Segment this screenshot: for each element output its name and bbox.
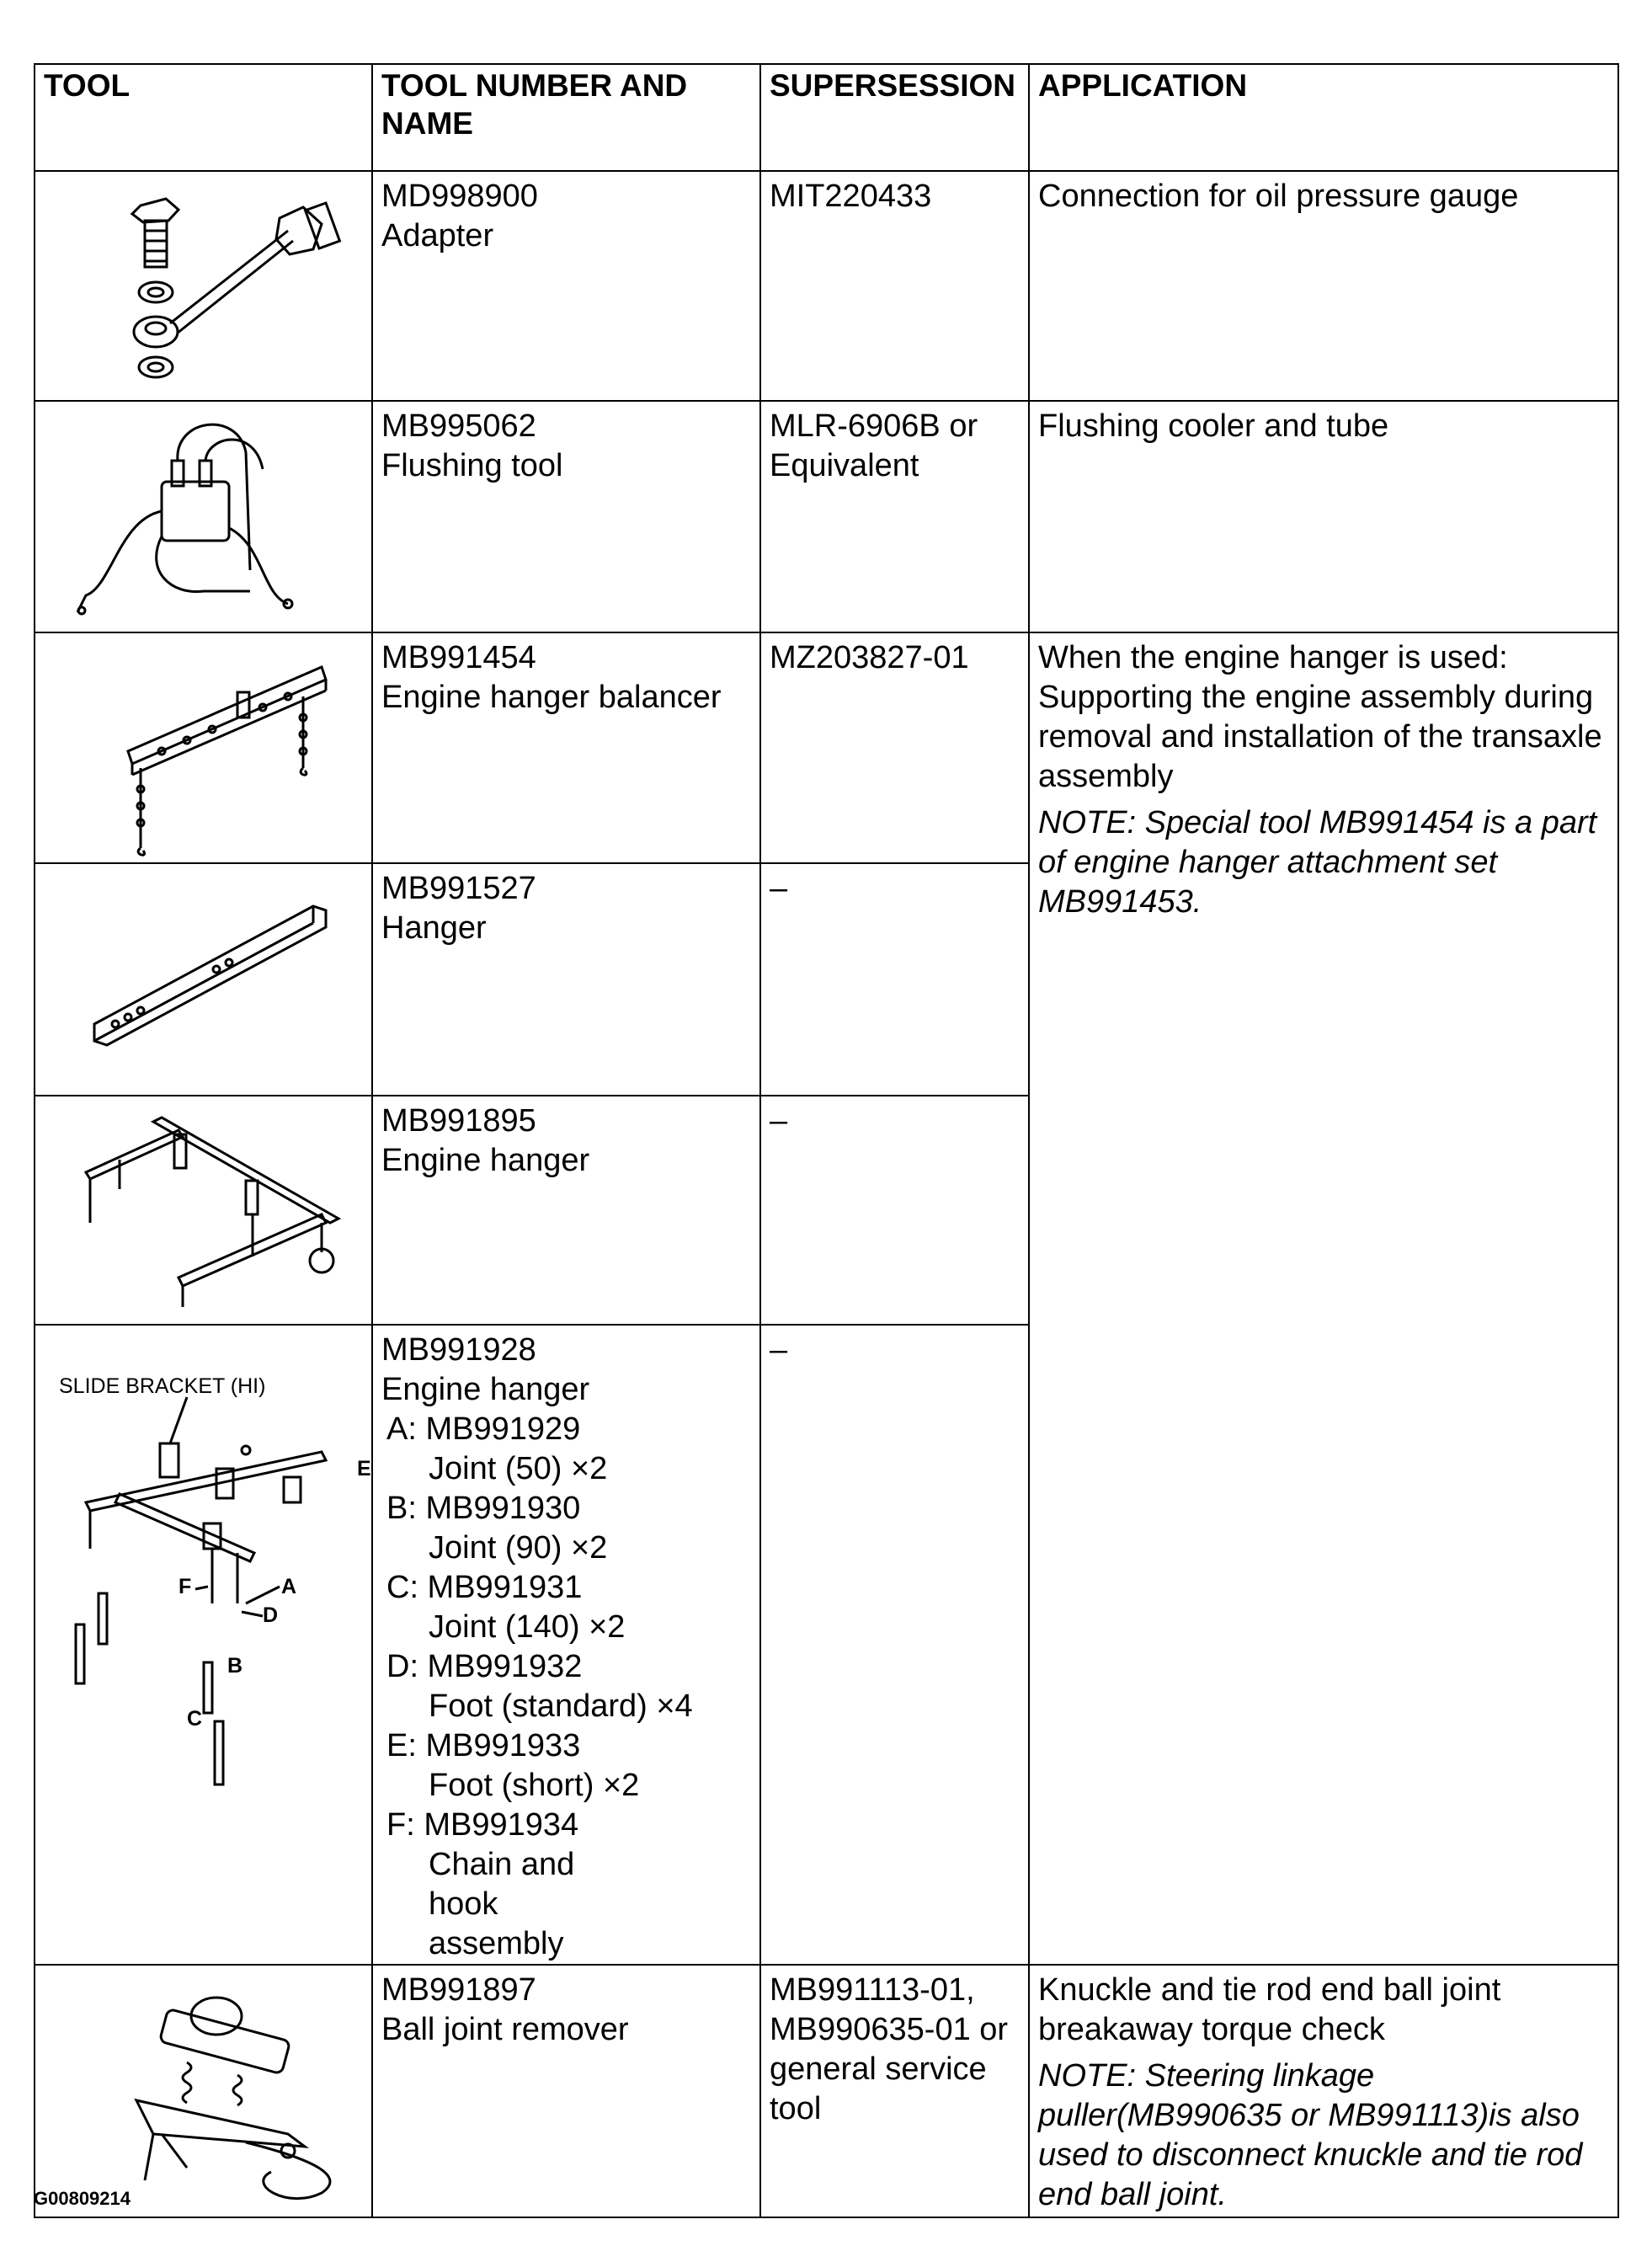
tool-name: Engine hanger — [381, 1143, 590, 1178]
callout-letter-b: B — [227, 1654, 243, 1678]
tool-number-name-cell — [372, 632, 760, 863]
part-code: E: MB991933 — [386, 1728, 581, 1763]
table-header-row — [35, 64, 1618, 171]
part-code: C: MB991931 — [386, 1570, 583, 1605]
ball-joint-remover-icon — [35, 1966, 373, 2214]
adapter-tool-icon — [35, 172, 373, 399]
callout-letter-f: F — [179, 1575, 192, 1598]
tool-number-name-cell — [372, 171, 760, 401]
hanger-illustration — [35, 863, 372, 1096]
engine-hanger-balancer-illustration — [35, 632, 372, 863]
tool-name: Adapter — [381, 218, 494, 253]
table-row — [35, 401, 1618, 632]
tool-name: Hanger — [381, 910, 487, 946]
flushing-tool-illustration — [35, 401, 372, 632]
tool-name: Ball joint remover — [381, 2012, 629, 2047]
part-desc: Foot (standard) ×4 — [429, 1688, 693, 1724]
table-row — [35, 632, 1618, 863]
part-desc: Joint (50) ×2 — [429, 1451, 608, 1486]
special-tools-table — [34, 63, 1619, 2218]
hanger-bar-icon — [35, 864, 373, 1091]
part-desc: Joint (90) ×2 — [429, 1530, 608, 1566]
tool-name: Engine hanger — [381, 1372, 590, 1407]
tool-number-name-cell — [372, 1325, 760, 1965]
application-text: When the engine hanger is used: Supporting the engine assembly during removal and installation of the transaxle assembly — [1038, 640, 1602, 794]
header-application: APPLICATION — [1029, 64, 1618, 171]
supersession-cell: MIT220433 — [760, 171, 1029, 401]
application-note: NOTE: Steering linkage puller(MB990635 or MB991113)is also used to disconnect knuckle and tie rod end ball joint. — [1038, 2058, 1583, 2212]
engine-hanger-balancer-icon — [35, 633, 373, 861]
table-row — [35, 171, 1618, 401]
engine-hanger-illustration — [35, 1096, 372, 1325]
part-desc: Chain and hook assembly — [429, 1847, 575, 1961]
callout-letter-a: A — [281, 1575, 297, 1598]
callout-letter-e: E — [357, 1457, 371, 1480]
supersession-cell: MB991113-01, MB990635-01 or general service tool — [760, 1965, 1029, 2217]
engine-hanger-set-illustration — [35, 1325, 372, 1965]
callout-letter-d: D — [263, 1603, 279, 1627]
tool-name: Flushing tool — [381, 448, 563, 483]
tool-number-name-cell — [372, 1965, 760, 2217]
application-cell: Connection for oil pressure gauge — [1029, 171, 1618, 401]
ball-joint-remover-illustration — [35, 1965, 372, 2217]
callout-letter-c: C — [187, 1707, 203, 1731]
application-cell — [1029, 1965, 1618, 2217]
tool-number: MB991897 — [381, 1972, 536, 2008]
tool-number: MB991454 — [381, 640, 536, 675]
header-supersession: SUPERSESSION — [760, 64, 1029, 171]
part-code: A: MB991929 — [386, 1411, 581, 1447]
engine-hanger-set-icon — [35, 1326, 373, 1932]
adapter-illustration — [35, 171, 372, 401]
supersession-cell: MZ203827-01 — [760, 632, 1029, 863]
part-code: F: MB991934 — [386, 1807, 579, 1843]
part-code: D: MB991932 — [386, 1649, 583, 1684]
flushing-tool-icon — [35, 402, 373, 629]
application-cell: Flushing cooler and tube — [1029, 401, 1618, 632]
slide-bracket-callout: SLIDE BRACKET (HI) — [59, 1374, 266, 1398]
document-id: G00809214 — [34, 2188, 131, 2209]
part-desc: Joint (140) ×2 — [429, 1609, 626, 1645]
tool-number: MB991928 — [381, 1332, 536, 1368]
tool-number-name-cell — [372, 863, 760, 1096]
part-desc: Foot (short) ×2 — [429, 1768, 640, 1803]
application-text: Knuckle and tie rod end ball joint breakaway torque check — [1038, 1972, 1501, 2047]
tool-name: Engine hanger balancer — [381, 680, 722, 715]
supersession-cell: – — [760, 1325, 1029, 1965]
tool-number: MB991895 — [381, 1103, 536, 1139]
part-code: B: MB991930 — [386, 1491, 581, 1526]
supersession-cell: – — [760, 1096, 1029, 1325]
application-note: NOTE: Special tool MB991454 is a part of engine hanger attachment set MB991453. — [1038, 805, 1597, 920]
tool-number: MB995062 — [381, 408, 536, 444]
application-cell-merged — [1029, 632, 1618, 1965]
header-tool-number-and-name: TOOL NUMBER AND NAME — [372, 64, 760, 171]
tool-number-name-cell — [372, 401, 760, 632]
supersession-cell: – — [760, 863, 1029, 1096]
engine-hanger-icon — [35, 1096, 373, 1324]
table-row — [35, 1965, 1618, 2217]
tool-number: MD998900 — [381, 179, 538, 214]
header-tool: TOOL — [35, 64, 372, 171]
tool-number-name-cell — [372, 1096, 760, 1325]
supersession-cell: MLR-6906B or Equivalent — [760, 401, 1029, 632]
tool-number: MB991527 — [381, 871, 536, 906]
